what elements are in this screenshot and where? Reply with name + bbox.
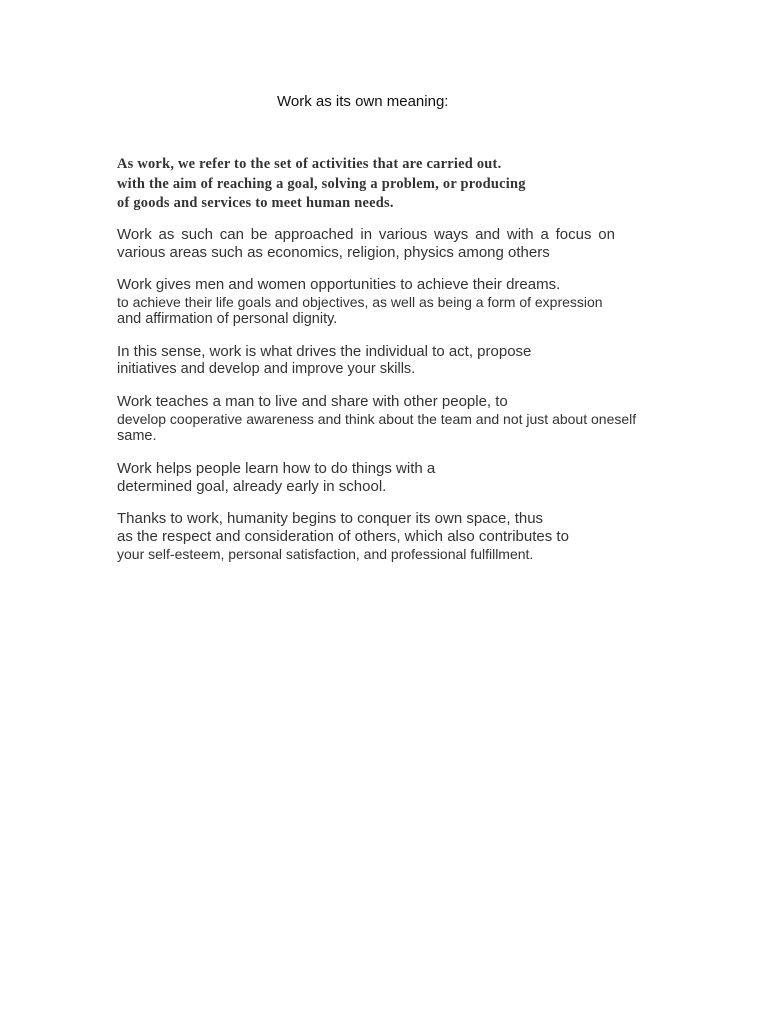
text-line: as the respect and consideration of others, which also contributes to (117, 528, 569, 545)
paragraph-teamwork (117, 393, 636, 445)
text-line: initiatives and develop and improve your skills. (117, 361, 416, 377)
text-line: Work gives men and women opportunities to achieve their dreams. (117, 276, 561, 293)
text-line: of goods and services to meet human needs. (117, 195, 394, 211)
text-line: same. (117, 428, 157, 444)
text-line: develop cooperative awareness and think about the team and not just about oneself (117, 411, 637, 427)
paragraph-drive (117, 343, 531, 378)
text-line: and affirmation of personal dignity. (117, 311, 338, 327)
text-line: Work as such can be approached in various ways and with a focus on (117, 226, 615, 243)
text-line: In this sense, work is what drives the individual to act, propose (117, 343, 532, 360)
paragraph-learning (117, 460, 435, 496)
text-line: various areas such as economics, religion, physics among others (117, 244, 550, 261)
text-line: Work teaches a man to live and share with other people, to (117, 393, 508, 410)
definition-paragraph (117, 155, 526, 214)
text-line: your self-esteem, personal satisfaction, and professional fulfillment. (117, 546, 534, 562)
text-line: Work helps people learn how to do things with a (117, 460, 436, 477)
text-line: Thanks to work, humanity begins to conquer its own space, thus (117, 510, 544, 527)
text-line: with the aim of reaching a goal, solving a problem, or producing (117, 175, 526, 192)
paragraph-approaches (117, 226, 615, 262)
page-title: Work as its own meaning: (277, 93, 449, 110)
text-line: to achieve their life goals and objectives, as well as being a form of expression (117, 294, 603, 310)
paragraph-opportunities (117, 276, 603, 328)
text-line: As work, we refer to the set of activities that are carried out. (117, 156, 502, 172)
text-line: determined goal, already early in school. (117, 478, 387, 495)
paragraph-humanity (117, 510, 569, 563)
